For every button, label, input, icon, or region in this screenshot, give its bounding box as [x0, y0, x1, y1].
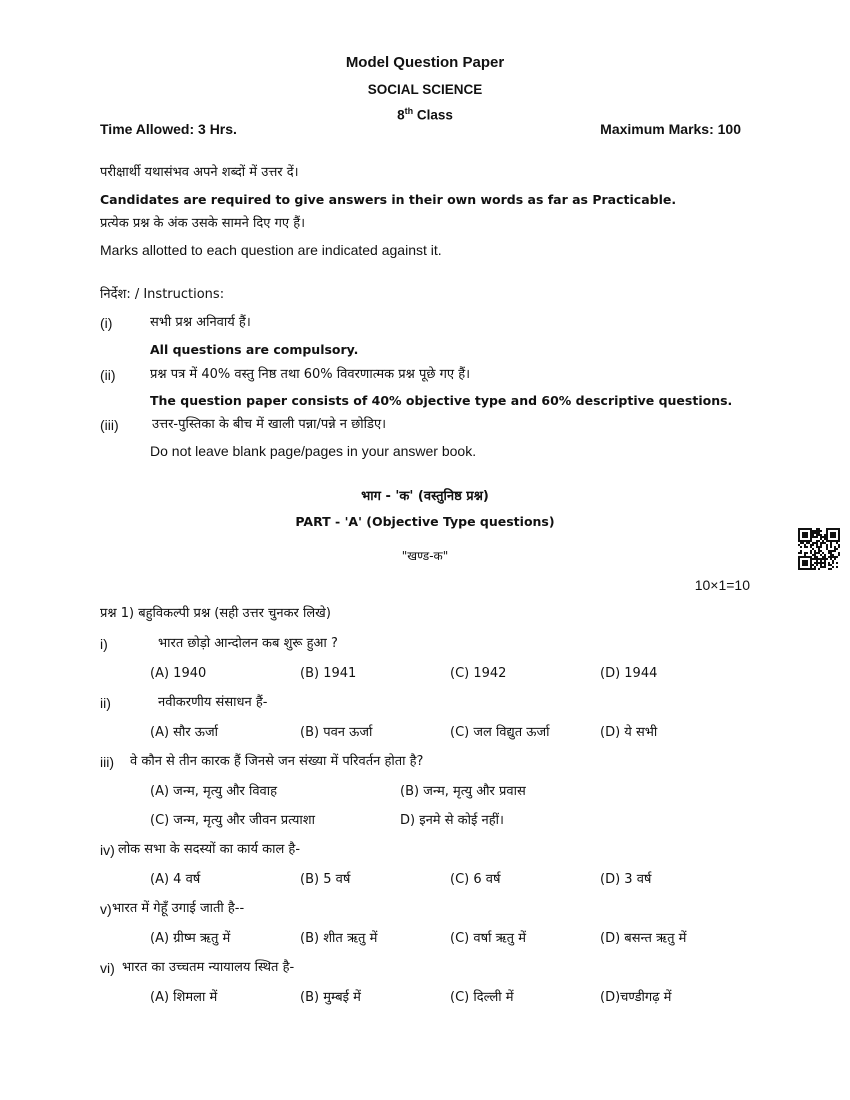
answer-option: D) इनमे से कोई नहीं।	[400, 813, 504, 828]
question-text: भारत का उच्चतम न्यायालय स्थित है-	[122, 960, 295, 975]
question-text: लोक सभा के सदस्यों का कार्य काल है-	[118, 842, 301, 857]
section-label: "खण्ड-क"	[401, 549, 449, 563]
answer-option: (A) 4 वर्ष	[150, 871, 201, 887]
question-number: iii)	[100, 754, 114, 770]
answer-option: (A) सौर ऊर्जा	[150, 724, 218, 740]
question-number: ii)	[100, 695, 111, 711]
instruction-hindi: सभी प्रश्न अनिवार्य हैं।	[150, 315, 251, 330]
question-number: iv)	[100, 842, 115, 858]
instructions-heading: निर्देश: / Instructions:	[100, 287, 225, 302]
question-text: नवीकरणीय संसाधन हैं-	[158, 695, 268, 710]
answer-option: (A) शिमला में	[150, 989, 218, 1005]
answer-option: (A) 1940	[150, 665, 207, 681]
answer-option: (C) जल विद्युत ऊर्जा	[450, 724, 550, 740]
instruction-num: (ii)	[100, 367, 116, 383]
answer-option: (D) 1944	[600, 665, 658, 681]
part-hindi-title: भाग - 'क' (वस्तुनिष्ठ प्रश्न)	[361, 489, 489, 504]
answer-option: (A) ग्रीष्म ऋतु में	[150, 930, 231, 946]
class-num: 8	[397, 107, 405, 123]
instruction-english: Do not leave blank page/pages in your answer book.	[150, 443, 477, 459]
answer-option: (B) मुम्बई में	[300, 989, 361, 1005]
question-number: vi)	[100, 960, 115, 976]
marks-breakdown: 10×1=10	[694, 577, 750, 593]
class-sup: th	[404, 106, 414, 116]
instruction-english: All questions are compulsory.	[150, 342, 359, 357]
qr-code-icon	[798, 528, 840, 570]
answer-option: (D) ये सभी	[600, 724, 658, 740]
part-english-title: PART - 'A' (Objective Type questions)	[295, 514, 555, 529]
answer-option: (C) दिल्ली में	[450, 989, 514, 1005]
subject: SOCIAL SCIENCE	[367, 82, 483, 97]
question-number: i)	[100, 636, 108, 652]
answer-option: (B) 5 वर्ष	[300, 871, 351, 887]
instruction-num: (i)	[100, 315, 113, 331]
max-marks: Maximum Marks: 100	[600, 121, 741, 137]
question-heading: प्रश्न 1) बहुविकल्पी प्रश्न (सही उत्तर चुनकर लिखे)	[100, 606, 331, 621]
answer-option: (D) 3 वर्ष	[600, 871, 652, 887]
question-text: भारत में गेहूँ उगाई जाती है--	[112, 901, 245, 916]
answer-option: (A) जन्म, मृत्यु और विवाह	[150, 783, 278, 799]
answer-option: (D) बसन्त ऋतु में	[600, 930, 687, 946]
question-text: भारत छोड़ो आन्दोलन कब शुरू हुआ ?	[158, 636, 338, 651]
general-english-1: Candidates are required to give answers in their own words as far as Practicable.	[100, 192, 677, 207]
question-number: v)	[100, 901, 112, 917]
answer-option: (B) शीत ऋतु में	[300, 930, 378, 946]
paper-title: Model Question Paper	[345, 54, 505, 71]
answer-option: (C) जन्म, मृत्यु और जीवन प्रत्याशा	[150, 813, 316, 828]
time-allowed: Time Allowed: 3 Hrs.	[100, 121, 237, 137]
general-hindi-1: परीक्षार्थी यथासंभव अपने शब्दों में उत्तर दें।	[100, 165, 299, 180]
question-text: वे कौन से तीन कारक हैं जिनसे जन संख्या में परिवर्तन होता है?	[130, 754, 424, 769]
answer-option: (C) 6 वर्ष	[450, 871, 501, 887]
answer-option: (B) पवन ऊर्जा	[300, 724, 373, 740]
instruction-hindi: उत्तर-पुस्तिका के बीच में खाली पन्ना/पन्ने न छोडिए।	[152, 417, 387, 432]
answer-option: (B) 1941	[300, 665, 357, 681]
answer-option: (D)चण्डीगढ़ में	[600, 989, 672, 1005]
answer-option: (B) जन्म, मृत्यु और प्रवास	[400, 783, 526, 799]
general-english-2: Marks allotted to each question are indicated against it.	[100, 242, 442, 258]
answer-option: (C) 1942	[450, 665, 507, 681]
general-hindi-2: प्रत्येक प्रश्न के अंक उसके सामने दिए गए हैं।	[100, 216, 306, 231]
instruction-num: (iii)	[100, 417, 119, 433]
class-word: Class	[413, 107, 453, 123]
answer-option: (C) वर्षा ऋतु में	[450, 930, 526, 946]
instruction-english: The question paper consists of 40% objective type and 60% descriptive questions.	[150, 393, 733, 408]
instruction-hindi: प्रश्न पत्र में 40% वस्तु निष्ठ तथा 60% विवरणात्मक प्रश्न पूछे गए हैं।	[150, 367, 471, 382]
